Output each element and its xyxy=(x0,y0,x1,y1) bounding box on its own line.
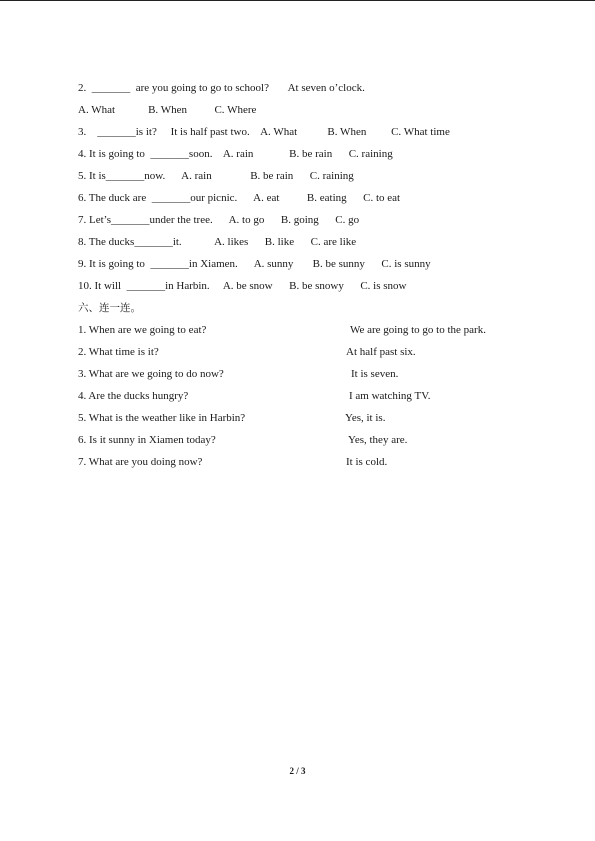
question-2: 2. _______ are you going to go to school? At seven o’clock. xyxy=(78,82,365,94)
question-10: 10. It will _______in Harbin. A. be snow B. be snowy C. is snow xyxy=(78,280,407,292)
question-6: 6. The duck are _______our picnic. A. eat B. eating C. to eat xyxy=(78,192,401,204)
question-4: 4. It is going to _______soon. A. rain B. be rain C. raining xyxy=(78,148,393,160)
match-right-item: I am watching TV. xyxy=(349,390,431,402)
question-8: 8. The ducks_______it. A. likes B. like C. are like xyxy=(78,236,357,248)
match-left-item: 6. Is it sunny in Xiamen today? xyxy=(78,434,216,446)
question-2-options: A. What B. When C. Where xyxy=(78,104,257,116)
match-right-item: It is seven. xyxy=(351,368,399,380)
match-left-item: 3. What are we going to do now? xyxy=(78,368,224,380)
match-left-item: 4. Are the ducks hungry? xyxy=(78,390,189,402)
question-5: 5. It is_______now. A. rain B. be rain C. raining xyxy=(78,170,354,182)
match-right-item: Yes, it is. xyxy=(345,412,386,424)
match-right-item: We are going to go to the park. xyxy=(350,324,486,336)
match-right-item: It is cold. xyxy=(346,456,388,468)
match-right-item: At half past six. xyxy=(346,346,416,358)
match-left-item: 1. When are we going to eat? xyxy=(78,324,207,336)
section-6-heading: 六、连一连。 xyxy=(78,302,141,314)
match-right-item: Yes, they are. xyxy=(348,434,408,446)
match-left-item: 2. What time is it? xyxy=(78,346,159,358)
match-left-item: 7. What are you doing now? xyxy=(78,456,203,468)
question-7: 7. Let’s_______under the tree. A. to go B. going C. go xyxy=(78,214,360,226)
question-9: 9. It is going to _______in Xiamen. A. sunny B. be sunny C. is sunny xyxy=(78,258,431,270)
match-left-item: 5. What is the weather like in Harbin? xyxy=(78,412,246,424)
top-rule xyxy=(0,0,595,1)
question-3: 3. _______is it? It is half past two. A. What B. When C. What time xyxy=(78,126,450,138)
page-number: 2 / 3 xyxy=(289,766,306,776)
